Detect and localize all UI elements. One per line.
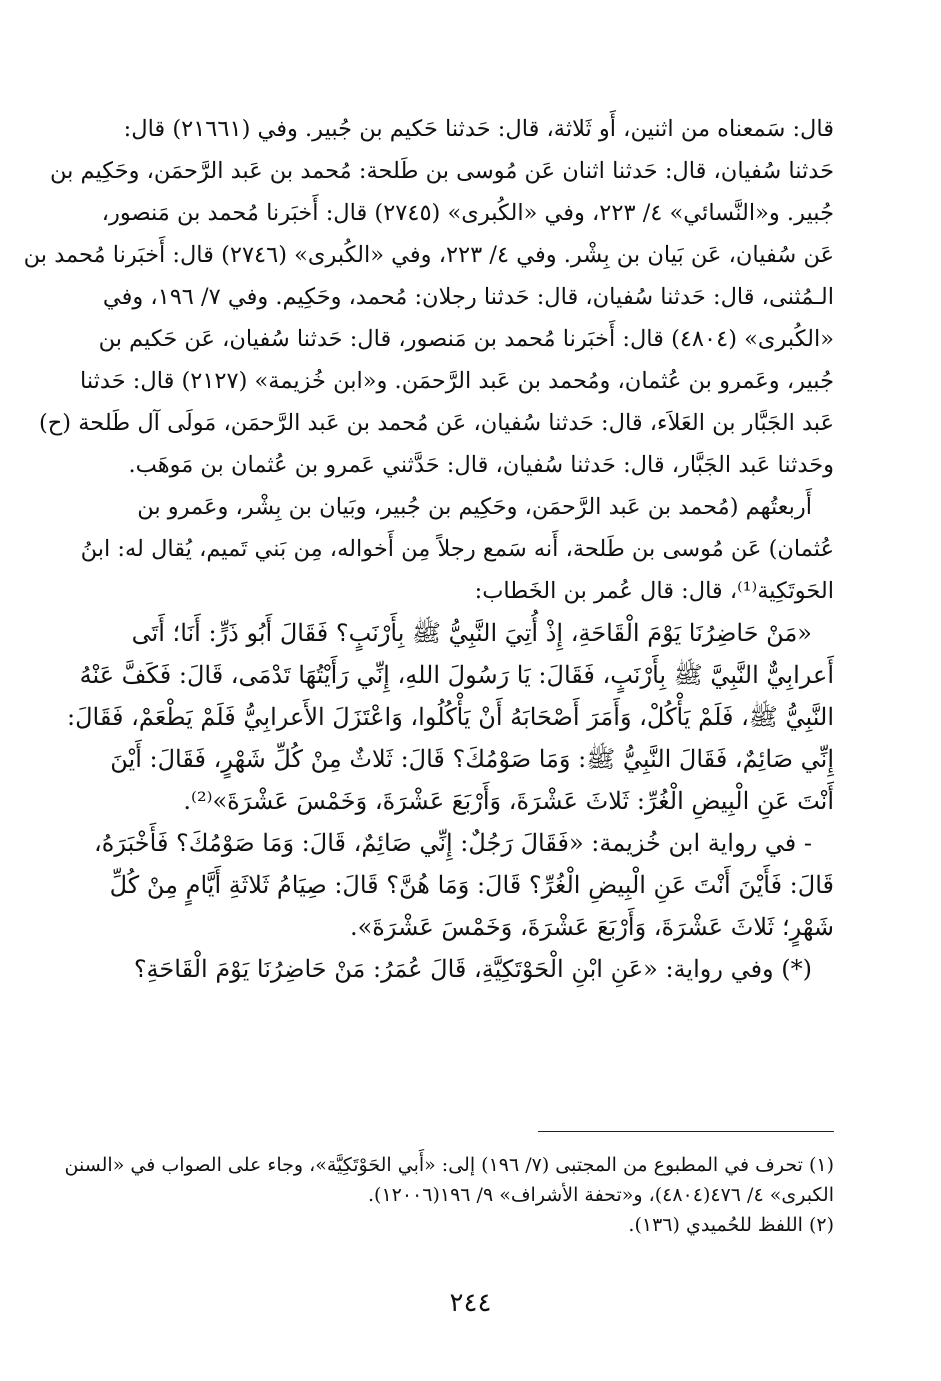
text-line: وحَدثنا عَبد الجَبَّار، قال: حَدثنا سُفيان، قال: حَدَّثني عَمرو بن عُثمان بن مَوهَب. bbox=[128, 452, 834, 478]
text-line: جُبير. و«النَّسائي» ٤/ ٢٢٣، وفي «الكُبرى» (٢٧٤٥) قال: أَخبَرنا مُحمد بن مَنصور، bbox=[101, 200, 834, 226]
variant-line: (*) وفي رواية: «عَنِ ابْنِ الْحَوْتَكِيَّةِ، قَالَ عُمَرُ: مَنْ حَاضِرُنَا يَوْمَ الْقَاحَةِ؟ bbox=[133, 955, 812, 983]
hadith-line: أَعرابِيٌّ النَّبِيَّ ﷺ بِأَرْنَبٍ، فَقَالَ: يَا رَسُولَ اللهِ، إِنِّي رَأَيْتُهَا تَدْمَى، قَالَ: فَكَفَّ عَنْهُ bbox=[79, 661, 834, 689]
hadith-line: أَنْتَ عَنِ الْبِيضِ الْغُرِّ: ثَلاثَ عَشْرَةَ، وَأَرْبَعَ عَشْرَةَ، وَخَمْسَ عَشْرَةَ»⁽²⁾. bbox=[183, 787, 834, 815]
text-line: «الكُبرى» (٤٨٠٤) قال: أَخبَرنا مُحمد بن مَنصور، قال: حَدثنا سُفيان، عَن حَكيم بن bbox=[98, 326, 834, 352]
footnote-separator bbox=[538, 1131, 834, 1132]
text-line: جُبير، وعَمرو بن عُثمان، ومُحمد بن عَبد الرَّحمَن. و«ابن خُزيمة» (٢١٢٧) قال: حَدثنا bbox=[80, 368, 834, 394]
text-line: عَبد الجَبَّار بن العَلاَء، قال: حَدثنا سُفيان، عَن مُحمد بن عَبد الرَّحمَن، مَولَى آل طَلحة (ح) bbox=[39, 410, 834, 436]
footnote-2: (٢) اللفظ للحُميدي (١٣٦). bbox=[628, 1214, 834, 1236]
text-line: الحَوتَكِية⁽¹⁾، قال: قال عُمر بن الخَطاب: bbox=[474, 578, 834, 604]
footnote-1-cont: الكبرى» ٤/ ٤٧٦(٤٨٠٤)، و«تحفة الأشراف» ٩/ ١٩٦(١٢٠٠٦). bbox=[367, 1184, 834, 1206]
text-line: عَن سُفيان، عَن بَيان بن بِشْر. وفي ٤/ ٢٢٣، وفي «الكُبرى» (٢٧٤٦) قال: أَخبَرنا مُحمد بن bbox=[23, 242, 834, 268]
variant-line: قَالَ: فَأَيْنَ أَنْتَ عَنِ الْبِيضِ الْغُرِّ؟ قَالَ: وَمَا هُنَّ؟ قَالَ: صِيَامُ ثَلاثَةِ أَيَّامٍ مِنْ كُلِّ bbox=[109, 871, 834, 899]
text-line: أَربعتُهم (مُحمد بن عَبد الرَّحمَن، وحَكِيم بن جُبير، وبَيان بن بِشْر، وعَمرو بن bbox=[137, 494, 812, 520]
footnote-1: (١) تحرف في المطبوع من المجتبى (٧/ ١٩٦) إلى: «أَبي الحَوْتَكِيَّة»، وجاء على الصواب في «السنن bbox=[64, 1154, 834, 1176]
text-line: عُثمان) عَن مُوسى بن طَلحة، أَنه سَمع رجلاً مِن أَخواله، مِن بَني تَميم، يُقال له: ابنُ bbox=[80, 536, 834, 562]
main-text bbox=[23, 108, 834, 990]
hadith-line: «مَنْ حَاضِرُنَا يَوْمَ الْقَاحَةِ، إِذْ أُتِيَ النَّبِيُّ ﷺ بِأَرْنَبٍ؟ فَقَالَ أَبُو ذَرٍّ: أَنَا؛ أَتَى bbox=[131, 619, 812, 647]
variant-line: شَهْرٍ؛ ثَلاثَ عَشْرَةَ، وَأَرْبَعَ عَشْرَةَ، وَخَمْسَ عَشْرَةَ». bbox=[349, 913, 834, 941]
hadith-line: النَّبِيُّ ﷺ، فَلَمْ يَأْكُلْ، وَأَمَرَ أَصْحَابَهُ أَنْ يَأْكُلُوا، وَاعْتَزَلَ الأَعرابِيُّ فَلَمْ يَطْعَمْ، فَقَالَ: bbox=[67, 703, 834, 731]
variant-line: - في رواية ابن خُزيمة: «فَقَالَ رَجُلٌ: إِنِّي صَائِمٌ، قَالَ: وَمَا صَوْمُكَ؟ فَأَخْبَرَهُ، bbox=[94, 829, 812, 857]
hadith-line: إِنِّي صَائِمٌ، فَقَالَ النَّبِيُّ ﷺ: وَمَا صَوْمُكَ؟ قَالَ: ثَلاثٌ مِنْ كُلِّ شَهْرٍ، فَقَالَ: أَيْنَ bbox=[110, 745, 834, 773]
text-line: الـمُثنى، قال: حَدثنا سُفيان، قال: حَدثنا رجلان: مُحمد، وحَكِيم. وفي ٧/ ١٩٦، وفي bbox=[102, 284, 834, 310]
page-number: ٢٤٤ bbox=[449, 1288, 492, 1318]
text-line: قال: سَمعناه من اثنين، أَو ثَلاثة، قال: حَدثنا حَكيم بن جُبير. وفي (٢١٦٦١) قال: bbox=[123, 116, 834, 142]
text-line: حَدثنا سُفيان، قال: حَدثنا اثنان عَن مُوسى بن طَلحة: مُحمد بن عَبد الرَّحمَن، وحَكِيم بن bbox=[49, 158, 834, 184]
